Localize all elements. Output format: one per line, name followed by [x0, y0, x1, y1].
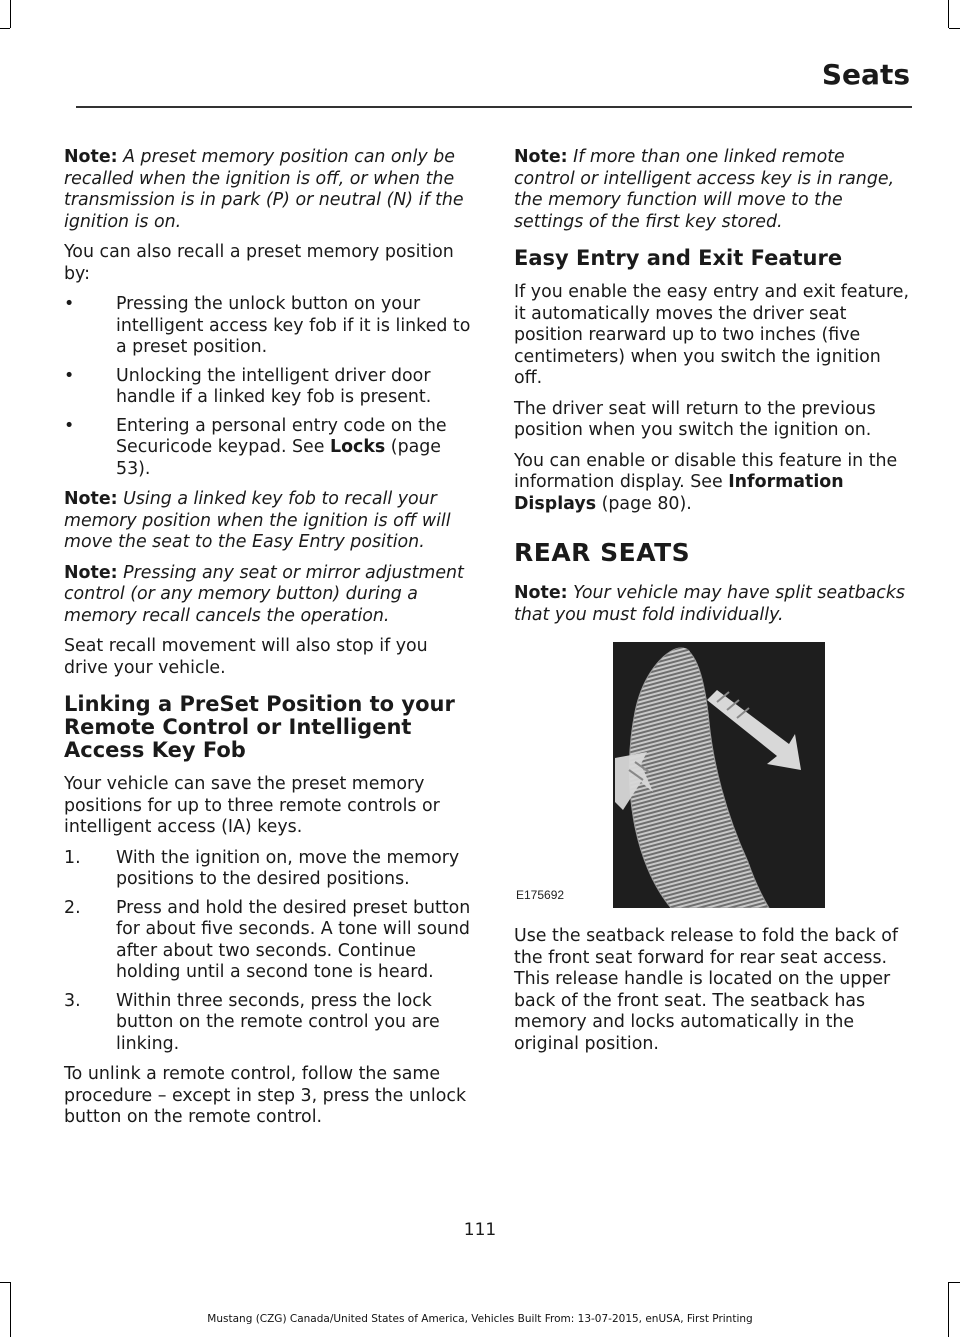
- step-text: Within three seconds, press the lock button on the remote control you are linking.: [116, 990, 440, 1054]
- note-label: Note:: [514, 147, 568, 167]
- crop-mark-tl-v: [10, 0, 11, 28]
- note-text: Pressing any seat or mirror adjustment control (or any memory button) during a memory recall cancels the operation.: [64, 562, 464, 626]
- note-cancel-recall: [64, 563, 476, 628]
- recall-stop-paragraph: Seat recall movement will also stop if you drive your vehicle.: [64, 636, 428, 678]
- note-label: Note:: [514, 583, 568, 603]
- bullet-marker: •: [64, 294, 75, 314]
- crop-mark-tl-h: [0, 28, 10, 29]
- note-text: If more than one linked remote control or intelligent access key is in range, the memory function will move to the settings of the first key stored.: [514, 147, 895, 232]
- crop-mark-br-h: [949, 1282, 960, 1283]
- step-number: 3.: [64, 990, 81, 1011]
- page-footer: Mustang (CZG) Canada/United States of America, Vehicles Built From: 13-07-2015, enUSA, First Printing: [207, 1313, 753, 1325]
- note-key-fob: [64, 489, 476, 554]
- list-item-text: Pressing the unlock button on your intelligent access key fob if it is linked to a preset position.: [116, 294, 471, 357]
- note-split-seatbacks: [514, 583, 910, 626]
- figure-code: E175692: [516, 887, 565, 902]
- crop-mark-bl-h: [0, 1282, 10, 1283]
- easy-entry-paragraph-1: If you enable the easy entry and exit feature, it automatically moves the driver seat position rearward up to two inches (five centimeters) when you switch the ignition off.: [514, 282, 909, 388]
- page-number: 111: [463, 1220, 497, 1240]
- step-text: Press and hold the desired preset button for about five seconds. A tone will sound after about two seconds. Continue holding until a second tone is heard.: [116, 897, 471, 982]
- step-item: [64, 898, 476, 984]
- paragraph-text-after: (page 80).: [596, 493, 692, 514]
- recall-intro: You can also recall a preset memory position by:: [64, 242, 454, 284]
- list-item: [64, 416, 476, 481]
- step-number: 2.: [64, 897, 81, 918]
- seatback-figure: [514, 640, 910, 910]
- paragraph-text: You can enable or disable this feature in the information display. See: [514, 450, 898, 492]
- linking-heading: Linking a PreSet Position to your Remote Control or Intelligent Access Key Fob: [64, 692, 455, 762]
- header-divider: [76, 106, 912, 108]
- easy-entry-paragraph-3: [514, 451, 910, 516]
- step-text: With the ignition on, move the memory positions to the desired positions.: [116, 847, 460, 889]
- crop-mark-br-v: [948, 1282, 949, 1337]
- easy-entry-paragraph-2: The driver seat will return to the previous position when you switch the ignition on.: [514, 398, 876, 440]
- crop-mark-bl-v: [10, 1282, 11, 1337]
- note-label: Note:: [64, 147, 118, 167]
- seatback-release-paragraph: Use the seatback release to fold the back of the front seat forward for rear seat access. This release handle is located on the upper back of the front seat. The seatback has memory and locks automatically in the original position.: [514, 926, 898, 1054]
- list-item-text-after: (page 53).: [116, 437, 441, 479]
- list-item-text: Entering a personal entry code on the Securicode keypad. See: [116, 415, 447, 457]
- unlink-paragraph: To unlink a remote control, follow the same procedure – except in step 3, press the unlock button on the remote control.: [64, 1064, 467, 1127]
- note-text: Your vehicle may have split seatbacks that you must fold individually.: [514, 583, 905, 625]
- note-multiple-keys: [514, 147, 910, 233]
- crop-mark-tr-v: [948, 0, 949, 28]
- note-text: Using a linked key fob to recall your memory position when the ignition is off will move the seat to the Easy Entry position.: [64, 489, 451, 552]
- linking-steps-list: [64, 848, 476, 1056]
- note-label: Note:: [64, 489, 118, 509]
- recall-methods-list: [64, 294, 476, 480]
- note-memory-recall: [64, 147, 476, 233]
- easy-entry-heading: Easy Entry and Exit Feature: [514, 246, 843, 270]
- step-item: [64, 848, 476, 891]
- list-item: [64, 366, 476, 409]
- note-text: A preset memory position can only be recalled when the ignition is off, or when the transmission is in park (P) or neutral (N) if the ignition is on.: [64, 147, 464, 232]
- list-item-text: Unlocking the intelligent driver door handle if a linked key fob is present.: [116, 365, 432, 407]
- locks-reference-link[interactable]: Locks: [329, 437, 386, 457]
- note-label: Note:: [64, 562, 118, 583]
- step-number: 1.: [64, 847, 81, 868]
- seatback-shape: [629, 648, 769, 908]
- seatback-illustration: [613, 642, 825, 908]
- information-displays-link[interactable]: Information Displays: [514, 472, 844, 514]
- bullet-marker: •: [64, 365, 75, 386]
- rear-seats-heading: REAR SEATS: [514, 538, 691, 567]
- crop-mark-tr-h: [949, 28, 960, 29]
- linking-intro: Your vehicle can save the preset memory positions for up to three remote controls or intelligent access (IA) keys.: [64, 774, 440, 837]
- seat-fold-graphic: [613, 642, 825, 908]
- list-item: [64, 294, 476, 359]
- bullet-marker: •: [64, 415, 75, 436]
- page-header-title: Seats: [821, 58, 910, 91]
- left-column: [64, 147, 476, 1138]
- forward-arrow-icon: [707, 690, 801, 770]
- right-column: [514, 147, 910, 1064]
- step-item: [64, 991, 476, 1056]
